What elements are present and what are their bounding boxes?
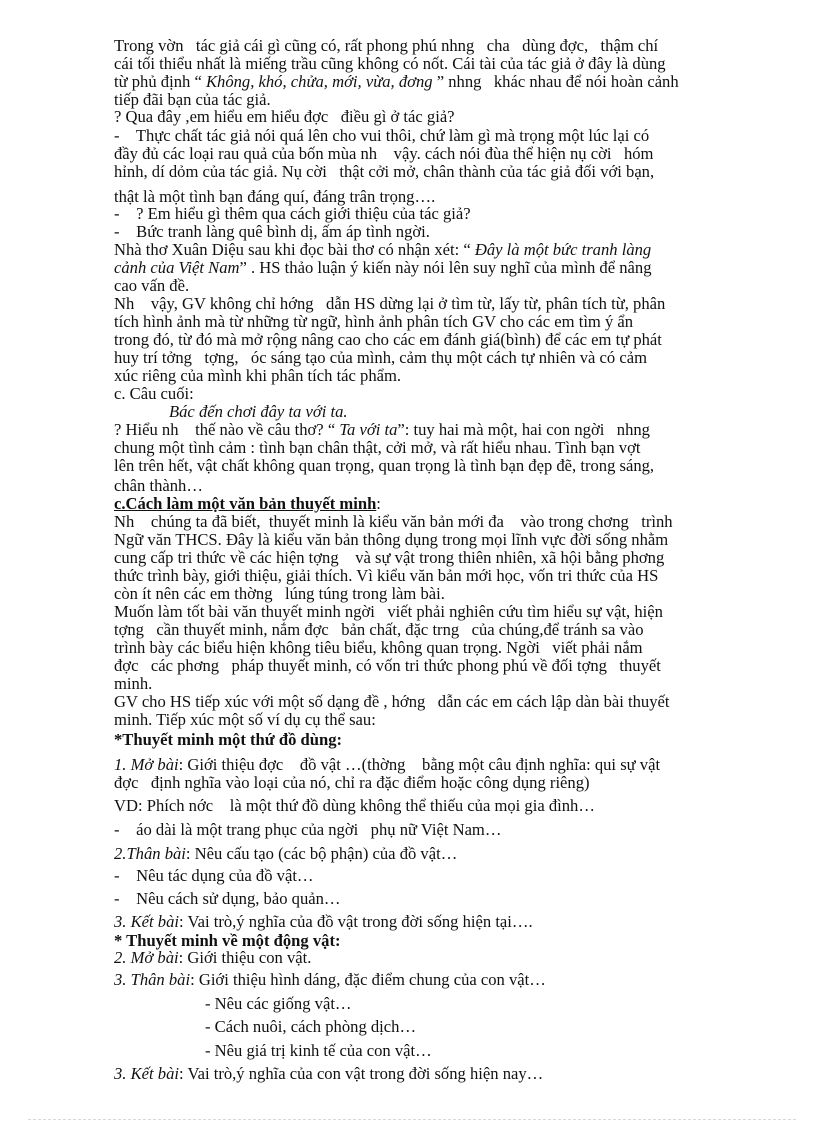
text-line [205,1017,416,1036]
text-run: *Thuyết minh một thứ đồ dùng: [114,730,343,749]
text-run: Trong vờn tác giả cái gì cũng có, rất phong phú nhng cha dùng đợc, thậm chí [114,36,659,55]
text-run: : Vai trò,ý nghĩa của đồ vật trong đời sống hiện tại…. [179,912,533,931]
text-run: Nhà thơ Xuân Diệu sau khi đọc bài thơ có nhận xét: “ [114,240,475,259]
text-run: 3. Kết bài [114,1064,179,1083]
text-line [114,866,314,885]
text-run: : Giới thiệu đợc đồ vật …(thờng bằng một câu định nghĩa: qui sự vật [178,755,661,774]
text-run: * Thuyết minh về một động vật: [114,931,341,950]
text-run: ? Qua đây ,em hiểu em hiểu đợc điều gì ở tác giả? [114,107,455,126]
text-run: tích hình ảnh mà từ những từ ngữ, hình ảnh phân tích GV cho các em tìm ý ẩn [114,312,634,331]
text-run: : [376,494,381,513]
text-run: c.Cách làm một văn bản thuyết minh [114,494,377,513]
text-line [114,889,341,908]
text-run: 2.Thân bài [114,844,186,863]
text-run: - Bức tranh làng quê bình dị, ấm áp tình ngời. [114,222,430,241]
text-run: : Giới thiệu hình dáng, đặc điểm chung của con vật… [190,970,546,989]
text-line [114,912,533,931]
text-run: 1. Mở bài [114,755,179,774]
text-run: từ phủ định “ [114,72,206,91]
text-run: : Nêu cấu tạo (các bộ phận) của đồ vật… [185,844,458,863]
text-run: minh. Tiếp xúc một số ví dụ cụ thể sau: [114,710,376,729]
text-line [114,796,595,815]
text-run: đợc các phơng pháp thuyết minh, có vốn tri thức phong phú về đối tợng thuyết [114,656,661,675]
text-line [114,820,501,839]
text-run: cao vấn đề. [114,276,190,295]
text-line [114,692,669,711]
text-line [114,948,311,967]
text-run: chân thành… [114,476,203,495]
text-run: Không, khó, chửa, mới, vừa, đơng [205,72,433,91]
text-line [169,402,348,421]
text-line [114,970,546,989]
text-run: Ngữ văn THCS. Đây là kiểu văn bản thông dụng trong mọi lĩnh vực đời sống nhằm [114,530,669,549]
text-run: ” . HS thảo luận ý kiến này nói lên suy nghĩ của mình để nâng [239,258,652,277]
text-line [114,730,342,749]
text-line [114,258,652,277]
text-line [114,222,430,241]
text-line [205,994,352,1013]
text-run: : Giới thiệu con vật. [178,948,312,967]
text-line [114,656,661,675]
text-line [114,773,590,792]
text-run: thật là một tình bạn đáng quí, đáng trân trọng…. [114,187,436,206]
text-run: - Nêu giá trị kinh tế của con vật… [205,1041,432,1060]
text-run: - Nêu tác dụng của đồ vật… [114,866,314,885]
text-run: huy trí tởng tợng, óc sáng tạo của mình, cảm thụ một cách tự nhiên và có cảm [114,348,647,367]
text-line [114,204,471,223]
text-line [114,602,663,621]
text-run: lên trên hết, vật chất không quan trọng, quan trọng là tình bạn đẹp đẽ, trong sáng, [114,456,655,475]
text-run: cung cấp tri thức về các hiện tợng và sự vật trong thiên nhiên, xã hội bằng phơng [114,548,665,567]
text-run: còn ít nên các em thờng lúng túng trong làm bài. [114,584,445,603]
text-run: - Nêu các giống vật… [205,994,352,1013]
text-line [114,476,203,495]
text-line [114,54,666,73]
text-line [114,348,647,367]
text-run: tợng cần thuyết minh, nắm đợc bản chất, đặc trng của chúng,để tránh sa vào [114,620,644,639]
text-line [114,638,643,657]
text-line [114,162,654,181]
text-run: trong đó, từ đó mà mở rộng nâng cao cho các em đánh giá(bình) để các em tự phát [114,330,662,349]
text-line [114,276,189,295]
text-run: - Thực chất tác giả nói quá lên cho vui thôi, chứ làm gì mà trọng một lúc lại có [114,126,650,145]
text-run: - ? Em hiểu gì thêm qua cách giới thiệu của tác giả? [114,204,471,223]
text-line [114,420,650,439]
text-run: trình bày các biểu hiện không tiêu biểu, không quan trọng. Ngời viết phải nắm [114,638,643,657]
text-run: hỉnh, dí dỏm của tác giả. Nụ cời thật cởi mở, chân thành của tác giả đối với bạn, [114,162,655,181]
text-run: ? Hiểu nh thế nào về câu thơ? “ [114,420,340,439]
text-line [114,384,194,403]
text-run: tiếp đãi bạn của tác giả. [114,90,271,109]
text-line [114,126,649,145]
text-line [114,107,455,126]
text-line [114,36,658,55]
text-run: c. Câu cuối: [114,384,194,403]
text-run: 2. Mở bài [114,948,179,967]
text-run: đầy đủ các loại rau quả của bốn mùa nh vậy. cách nói đùa thể hiện nụ cời hóm [114,144,654,163]
text-run: GV cho HS tiếp xúc với một số dạng đề , hớng dẫn các em cách lập dàn bài thuyết [114,692,670,711]
text-line [114,494,381,513]
text-line [114,566,658,585]
text-run: đợc định nghĩa vào loại của nó, chỉ ra đặc điểm hoặc công dụng riêng) [114,773,590,792]
text-run: Ta với ta [339,420,398,439]
text-line [114,584,445,603]
text-line [114,438,640,457]
text-line [114,456,654,475]
text-run: ”: tuy hai mà một, hai con ngời nhng [397,420,650,439]
text-run: minh. [114,674,153,693]
text-line [114,312,633,331]
text-run: cái tối thiểu nhất là miếng trầu cũng không có nốt. Cái tài của tác giả ở đây là dùng [114,54,666,73]
text-run: - áo dài là một trang phục của ngời phụ nữ Việt Nam… [114,820,502,839]
text-run: xúc riêng của mình khi phân tích tác phẩm. [114,366,402,385]
text-line [114,620,644,639]
text-run: Nh chúng ta đã biết, thuyết minh là kiểu văn bản mới đa vào trong chơng trình [114,512,673,531]
text-run: Nh vậy, GV không chỉ hớng dẫn HS dừng lại ở tìm từ, lấy từ, phân tích từ, phân [114,294,666,313]
text-line [114,240,651,259]
text-line [114,1064,543,1083]
text-line [114,330,662,349]
text-run: thức trình bày, giới thiệu, giải thích. Vì kiểu văn bản mới học, vốn tri thức của HS [114,566,659,585]
text-line [205,1041,432,1060]
text-line [114,674,152,693]
text-line [114,294,665,313]
text-line [114,844,457,863]
text-run: ” nhng khác nhau để nói hoàn cảnh [432,72,679,91]
text-line [114,144,653,163]
text-line [114,512,673,531]
text-run: chung một tình cảm : tình bạn chân thật, cởi mở, và rất hiểu nhau. Tình bạn vợt [114,438,641,457]
text-line [114,755,660,774]
text-line [114,366,401,385]
text-line [114,72,679,91]
text-line [114,548,664,567]
text-line [114,710,376,729]
page-bottom-rule [28,1119,796,1120]
text-run: Muốn làm tốt bài văn thuyết minh ngời viết phải nghiên cứu tìm hiểu sự vật, hiện [114,602,663,621]
text-run: - Cách nuôi, cách phòng dịch… [205,1017,417,1036]
text-run: 3. Kết bài [114,912,179,931]
text-line [114,530,668,549]
text-run: VD: Phích nớc là một thứ đồ dùng không thể thiếu của mọi gia đình… [114,796,595,815]
text-run: Đây là một bức tranh làng [474,240,652,259]
text-run: - Nêu cách sử dụng, bảo quản… [114,889,341,908]
text-run: cảnh của Việt Nam [114,258,240,277]
text-run: : Vai trò,ý nghĩa của con vật trong đời sống hiện nay… [179,1064,544,1083]
text-run: Bác đến chơi đây ta với ta. [169,402,348,421]
text-run: 3. Thân bài [114,970,191,989]
